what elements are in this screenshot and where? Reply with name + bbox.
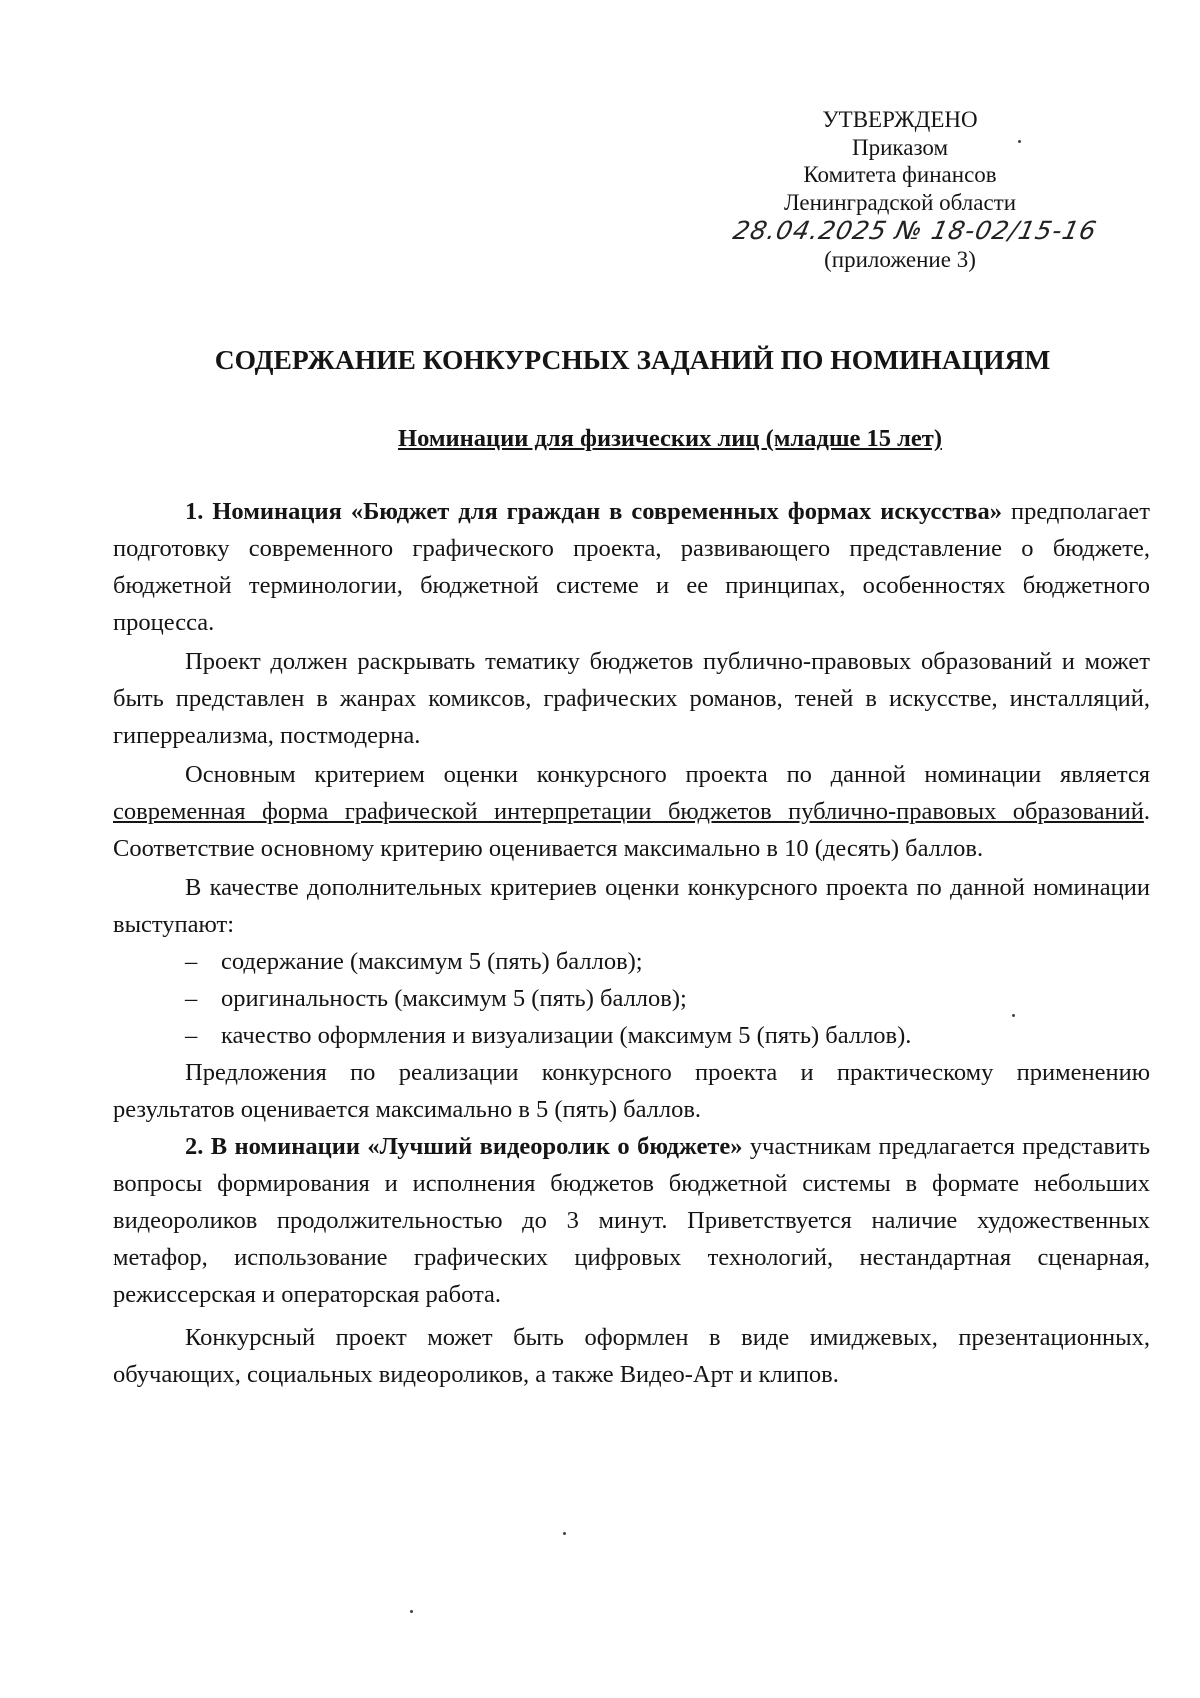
approval-heading: УТВЕРЖДЕНО — [822, 107, 978, 132]
nomination1-intro: предполагает подготовку современного графического проекта, развивающего представление о бюджете, бюджетной терминологии, бюджетной системе и ее принципах, особенностях бюджетного процесса. — [113, 498, 1150, 636]
criteria-list-item — [113, 943, 1150, 980]
dash-bullet: – — [185, 948, 198, 975]
scan-speck — [1012, 1014, 1015, 1017]
criteria-text: качество оформления и визуализации (максимум 5 (пять) баллов). — [221, 1022, 912, 1049]
criteria-list-item — [113, 1017, 1150, 1054]
approval-order-label: Приказом — [851, 134, 949, 160]
main-criterion-score: . Соответствие основному критерию оценивается максимально в 10 (десять) баллов. — [113, 798, 1150, 862]
nomination1-genres-paragraph: Проект должен раскрывать тематику бюджетов публично-правовых образований и может быть представлен в жанрах комиксов, графических романов, теней в искусстве, инсталляций, гиперреализма, постмодерна. — [113, 648, 1150, 749]
scan-speck — [1018, 140, 1021, 143]
criteria-list-item — [113, 980, 1150, 1017]
approval-committee: Комитета финансов — [803, 162, 997, 187]
practical-application-paragraph: Предложения по реализации конкурсного проекта и практическому применению результатов оценивается максимально в 5 (пять) баллов. — [113, 1059, 1150, 1123]
main-criterion-lead: Основным критерием оценки конкурсного проекта по данной номинации является — [185, 761, 1150, 788]
approval-stamp-block — [690, 106, 1110, 274]
nomination2-heading: 2. В номинации «Лучший видеоролик о бюджете» — [185, 1133, 743, 1160]
document-title: СОДЕРЖАНИЕ КОНКУРСНЫХ ЗАДАНИЙ ПО НОМИНАЦИЯМ — [214, 344, 1051, 375]
nomination1-main-criterion-paragraph — [113, 756, 1150, 867]
dash-bullet: – — [185, 985, 198, 1012]
scan-speck — [563, 1532, 566, 1535]
appendix-label: (приложение 3) — [824, 247, 976, 272]
nomination1-heading: 1. Номинация «Бюджет для граждан в современных формах искусства» — [185, 498, 1002, 525]
criteria-text: содержание (максимум 5 (пять) баллов); — [221, 948, 643, 975]
document-body — [113, 493, 1150, 1393]
additional-criteria-intro: В качестве дополнительных критериев оценки конкурсного проекта по данной номинации выступают: — [113, 874, 1150, 938]
handwritten-order-number: 28.04.2025 № 18-02/15-16 — [730, 216, 1100, 245]
approval-region: Ленинградской области — [783, 189, 1017, 215]
criteria-text: оригинальность (максимум 5 (пять) баллов); — [221, 985, 687, 1012]
nomination1-paragraph — [113, 493, 1150, 641]
main-criterion-underlined: современная форма графической интерпретации бюджетов публично-правовых образований — [113, 798, 1144, 825]
nomination2-intro: участникам предлагается представить вопросы формирования и исполнения бюджетов бюджетной системы в формате небольших видеороликов продолжительностью до 3 минут. Приветствуется наличие художественных метафор, использование графических цифровых технологий, нестандартная сценарная, режиссерская и операторская работа. — [113, 1133, 1150, 1308]
nomination2-formats-paragraph: Конкурсный проект может быть оформлен в виде имиджевых, презентационных, обучающих, социальных видеороликов, а также Видео-Арт и клипов. — [113, 1324, 1150, 1388]
scan-speck — [410, 1610, 413, 1613]
section-subtitle: Номинации для физических лиц (младше 15 лет) — [398, 425, 942, 452]
nomination2-paragraph — [113, 1128, 1150, 1313]
dash-bullet: – — [185, 1022, 198, 1049]
